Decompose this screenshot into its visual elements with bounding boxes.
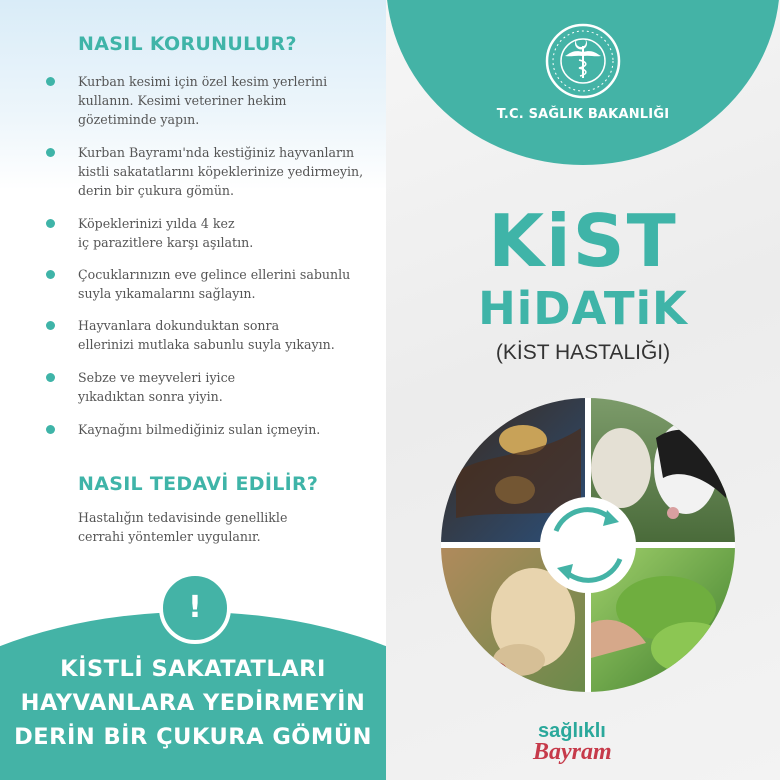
warning-icon: !: [159, 572, 231, 644]
bullet-dot-icon: [46, 270, 55, 279]
treatment-heading: NASIL TEDAVİ EDİLİR?: [78, 473, 319, 495]
bullet-dot-icon: [46, 321, 55, 330]
list-item: Hayvanlara dokunduktan sonra ellerinizi mutlaka sabunlu suyla yıkayın.: [46, 316, 376, 354]
subtitle: (KİST HASTALIĞI): [495, 341, 671, 364]
list-item: Kaynağını bilmediğiniz sulan içmeyin.: [46, 420, 376, 439]
bullet-dot-icon: [46, 425, 55, 434]
healthy-holiday-logo-script: Bayram: [533, 739, 612, 765]
healthy-holiday-logo-text: sağlıklı: [538, 720, 606, 742]
warning-message: [0, 652, 386, 754]
title-line-1: KiST: [488, 199, 678, 283]
list-item: Köpeklerinizi yılda 4 kez iç parazitlere karşı aşılatın.: [46, 214, 376, 252]
cycle-arrows-icon: [540, 497, 636, 593]
protection-heading: NASIL KORUNULUR?: [78, 33, 297, 55]
title-line-2: HiDATiK: [478, 282, 688, 335]
protection-list: [46, 72, 376, 439]
bullet-dot-icon: [46, 148, 55, 157]
image-collage: [441, 398, 735, 692]
list-item: Kurban kesimi için özel kesim yerlerini kullanın. Kesimi veteriner hekim gözetiminde yapın.: [46, 72, 376, 129]
list-item: Çocuklarınızın eve gelince ellerini sabunlu suyla yıkamalarını sağlayın.: [46, 265, 376, 303]
bullet-dot-icon: [46, 77, 55, 86]
bullet-dot-icon: [46, 373, 55, 382]
treatment-text: Hastalığın tedavisinde genellikle cerrahi yöntemler uygulanır.: [78, 510, 288, 544]
warning-line: KİSTLİ SAKATATLARI: [60, 656, 326, 682]
bullet-dot-icon: [46, 219, 55, 228]
warning-line: HAYVANLARA YEDİRMEYİN: [20, 690, 366, 716]
ministry-name: T.C. SAĞLIK BAKANLIĞI: [496, 107, 670, 122]
warning-line: DERİN BİR ÇUKURA GÖMÜN: [14, 724, 372, 750]
list-item: Sebze ve meyveleri iyice yıkadıktan sonra yiyin.: [46, 368, 376, 406]
left-panel: [0, 0, 386, 780]
right-panel: [386, 0, 780, 780]
ministry-emblem-icon: [544, 22, 622, 100]
list-item: Kurban Bayramı'nda kestiğiniz hayvanların kistli sakatatlarını köpeklerinize yedirmeyin, derin bir çukura gömün.: [46, 143, 376, 200]
